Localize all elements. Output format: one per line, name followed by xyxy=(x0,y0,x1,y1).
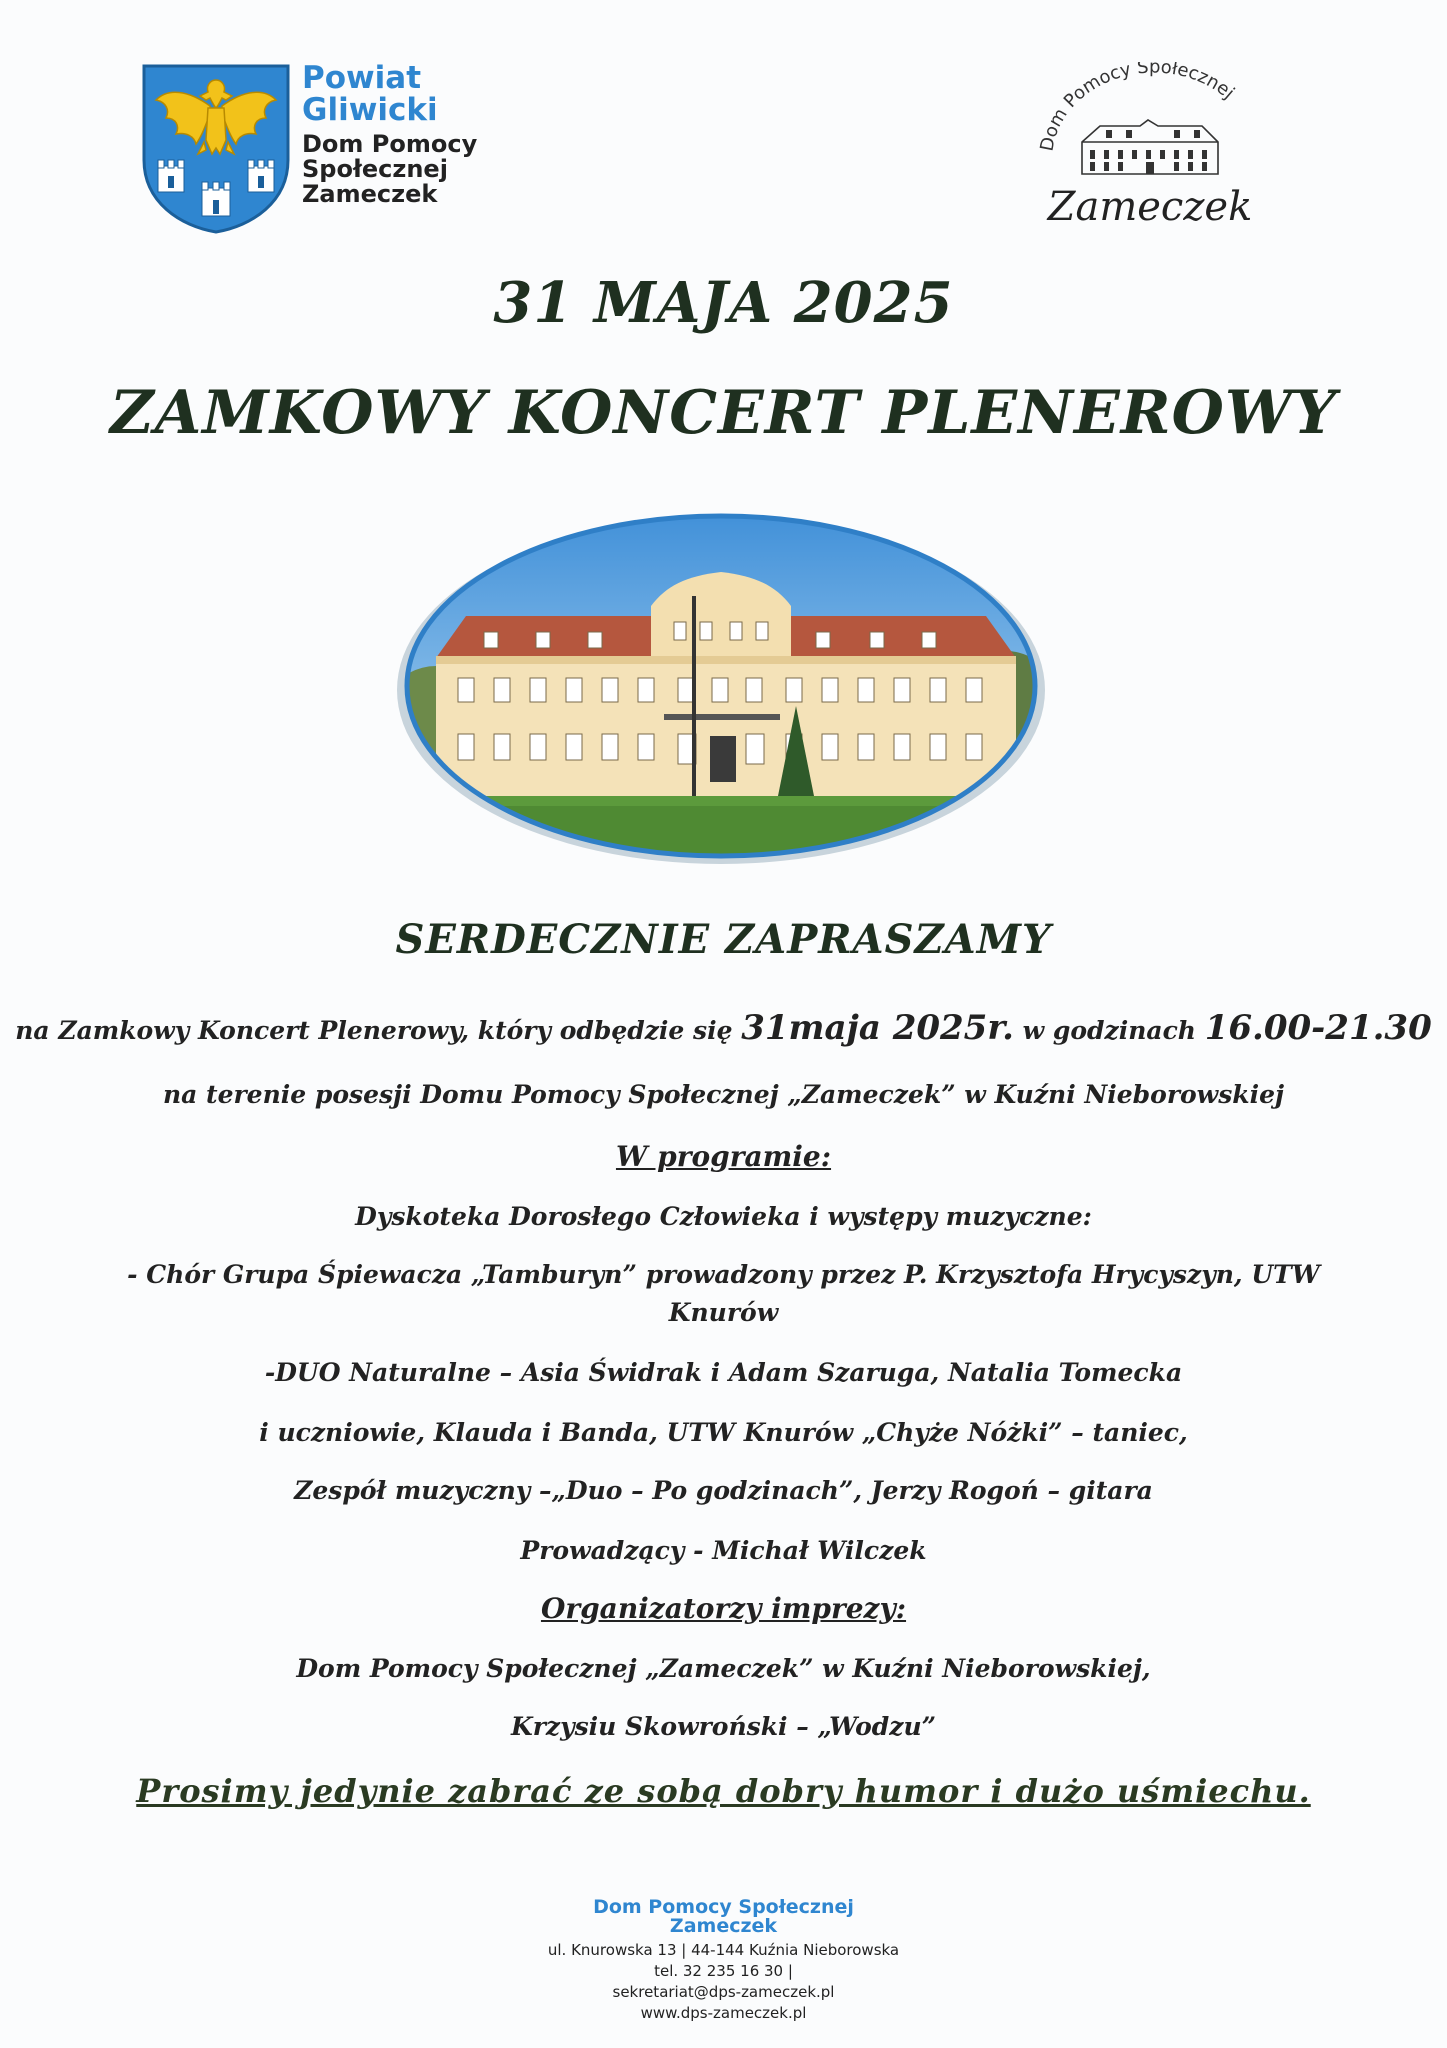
footer-address: ul. Knurowska 13 | 44-144 Kuźnia Nieborowska xyxy=(547,1941,900,1959)
logo-arc-text: Dom Pomocy Społecznej xyxy=(1036,62,1239,154)
manor-photo xyxy=(396,506,1046,866)
logo-powiat-word: Powiat xyxy=(302,60,422,96)
program-line-2a: - Chór Grupa Śpiewacza „Tamburyn” prowadzony przez P. Krzysztofa Hrycyszyn, UTW xyxy=(127,1260,1320,1289)
intro-text-1: na Zamkowy Koncert Plenerowy, który odbędzie się xyxy=(15,1016,742,1045)
closing-line: Prosimy jedynie zabrać ze sobą dobry humor i dużo uśmiechu. xyxy=(136,1772,1311,1810)
program-line-2b: Knurów xyxy=(668,1298,779,1327)
logo-gliwicki-word: Gliwicki xyxy=(302,92,438,128)
organizers-line-2: Krzysiu Skowroński – „Wodzu” xyxy=(510,1712,937,1741)
footer-org-line1: Dom Pomocy Społecznej xyxy=(593,1896,854,1918)
footer-org-line2: Zameczek xyxy=(669,1915,778,1937)
footer-contact xyxy=(0,1898,1447,2024)
organizers-line-1: Dom Pomocy Społecznej „Zameczek” w Kuźni Nieborowskiej, xyxy=(296,1654,1151,1683)
coat-of-arms-icon xyxy=(140,62,292,234)
intro-line xyxy=(0,1008,1447,1048)
logo-dps-line2: Społecznej xyxy=(302,155,448,183)
organizers-heading: Organizatorzy imprezy: xyxy=(540,1592,907,1625)
event-main-title: ZAMKOWY KONCERT PLENEROWY xyxy=(109,378,1338,448)
program-line-1: Dyskoteka Dorosłego Człowieka i występy muzyczne: xyxy=(355,1202,1092,1231)
intro-hours: 16.00-21.30 xyxy=(1204,1008,1432,1048)
program-line-3: -DUO Naturalne – Asia Świdrak i Adam Szaruga, Natalia Tomecka xyxy=(264,1358,1183,1387)
location-line: na terenie posesji Domu Pomocy Społecznej „Zameczek” w Kuźni Nieborowskiej xyxy=(162,1080,1285,1109)
building-sketch-icon xyxy=(1082,120,1218,174)
invitation-heading: SERDECZNIE ZAPRASZAMY xyxy=(395,916,1052,963)
footer-email[interactable]: sekretariat@dps-zameczek.pl xyxy=(612,1983,835,2001)
powiat-gliwicki-logo xyxy=(140,62,500,242)
program-line-4: i uczniowie, Klauda i Banda, UTW Knurów „Chyże Nóżki” – taniec, xyxy=(259,1418,1188,1447)
footer-website[interactable]: www.dps-zameczek.pl xyxy=(640,2004,807,2022)
logo-zameczek-name: Zameczek xyxy=(1047,184,1253,230)
program-heading: W programie: xyxy=(615,1140,832,1173)
logo-dps-line1: Dom Pomocy xyxy=(302,130,478,158)
program-line-5: Zespół muzyczny –„Duo – Po godzinach”, Jerzy Rogoń – gitara xyxy=(294,1476,1153,1505)
program-line-6: Prowadzący - Michał Wilczek xyxy=(520,1536,927,1565)
intro-text-2: w godzinach xyxy=(1013,1016,1205,1045)
dps-zameczek-logo xyxy=(1030,62,1270,242)
powiat-logo-text xyxy=(302,62,502,207)
logo-dps-line3: Zameczek xyxy=(302,180,438,208)
intro-date: 31maja 2025r. xyxy=(741,1008,1014,1048)
event-date-title: 31 MAJA 2025 xyxy=(493,270,954,336)
footer-phone: tel. 32 235 16 30 | xyxy=(654,1962,793,1980)
